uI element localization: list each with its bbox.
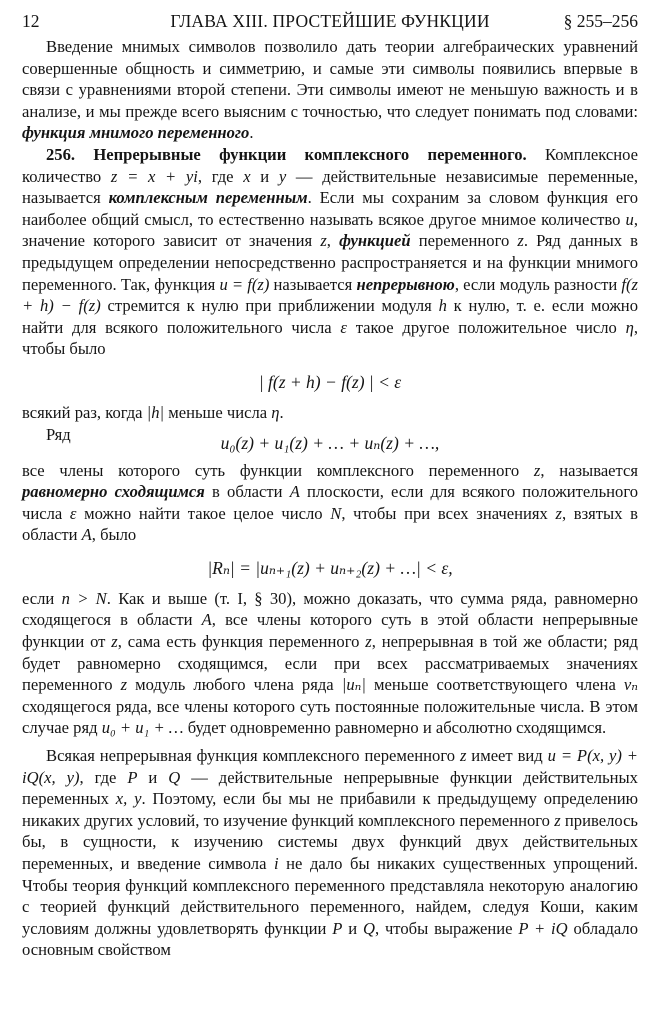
page-number: 12 <box>22 11 40 31</box>
running-header <box>22 10 638 36</box>
continuous-function-paragraph: Всякая непрерывная функция комплексного переменного z имеет вид u = P(x, y) + iQ(x, y), где P и Q — действительные непрерывные функции действительных переменных x, y. Поэтому, если бы мы не прибавили к предыдущему определению никаких других условий, то изучение функций комплексного переменного z привелось бы, в сущности, к изучению системы двух функций двух действительных переменных, и введение символа i не дало бы никаких существенных упрощений. Чтобы теория функций комплексного переменного представляла некоторую аналогию с теорией функций действительного переменного, найдем, следуя Коши, каким условиям должны удовлетворять функции P и Q, чтобы выражение P + iQ обладало основным свойством <box>22 746 639 960</box>
remainder-formula: |Rₙ| = |uₙ₊₁(z) + uₙ₊₂(z) + …| < ε, <box>207 557 453 578</box>
series-formula: u₀(z) + u₁(z) + … + uₙ(z) + …, <box>220 432 440 453</box>
book-page <box>22 10 638 961</box>
uniform-convergence-paragraph: все члены которого суть функции комплексного переменного z, называется равномерно сходящимся в области A плоскости, если для всякого положительного числа ε можно найти такое целое число N, чтобы при всех значениях z, взятых в области A, было <box>22 460 639 545</box>
section-range: § 255–256 <box>563 11 638 31</box>
section-256-paragraph: 256. Непрерывные функции комплексного переменного. Комплексное количество z = x + yi, где x и y — действительные независимые переменные, называется комплексным переменным. Если мы сохраним за словом функция его наиболее общий смысл, то естественно называть всякое другое мнимое количество u, значение которого зависит от значения z, функцией переменного z. Ряд данных в предыдущем определении непосредственно распространяется и на функции мнимого переменного. Так, функция u = f(z) называется непрерывною, если модуль разности f(z + h) − f(z) стремится к нулю при приближении модуля h к нулю, т. е. если можно найти для всякого положительного числа ε такое другое положительное число η, чтобы было <box>22 144 639 359</box>
emphasized-term: функция мнимого переменного <box>22 123 250 143</box>
emphasized-term: функцией <box>339 231 411 251</box>
chapter-title: ГЛАВА XIII. ПРОСТЕЙШИЕ ФУНКЦИИ <box>170 11 490 31</box>
section-heading: 256. Непрерывные функции комплексного переменного. <box>46 144 527 164</box>
emphasized-term: комплексным переменным <box>108 188 308 208</box>
series-label: Ряд <box>46 424 71 444</box>
emphasized-term: непрерывною <box>356 274 455 294</box>
series-row <box>22 424 638 454</box>
intro-paragraph: Введение мнимых символов позволило дать теории алгебраических уравнений совершенные общность и симметрию, и самые эти символы появились впервые в связи с уравнениями второй степени. Эти символы имеют не меньшую важность и в анализе, и мы прежде всего выясним с точностью, что следует понимать под словами: функция мнимого переменного. <box>22 37 638 143</box>
continuity-formula: | f(z + h) − f(z) | < ε <box>258 371 402 392</box>
emphasized-term: равномерно сходящимся <box>22 482 205 502</box>
eta-paragraph: всякий раз, когда |h| меньше числа η. <box>22 402 284 422</box>
series-sum-paragraph: если n > N. Как и выше (т. I, § 30), можно доказать, что сумма ряда, равномерно сходящегося в области A, все члены которого суть в этой области непрерывные функции от z, сама есть функция переменного z, непрерывная в той же области; ряд будет равномерно сходящимся, если при всех рассматриваемых значениях переменного z модуль любого члена ряда |uₙ| меньше соответствующего члена vₙ сходящегося ряда, все члены которого суть постоянные положительные числа. В этом случае ряд u₀ + u₁ + … будет одновременно равномерно и абсолютно сходящимся. <box>22 588 639 738</box>
